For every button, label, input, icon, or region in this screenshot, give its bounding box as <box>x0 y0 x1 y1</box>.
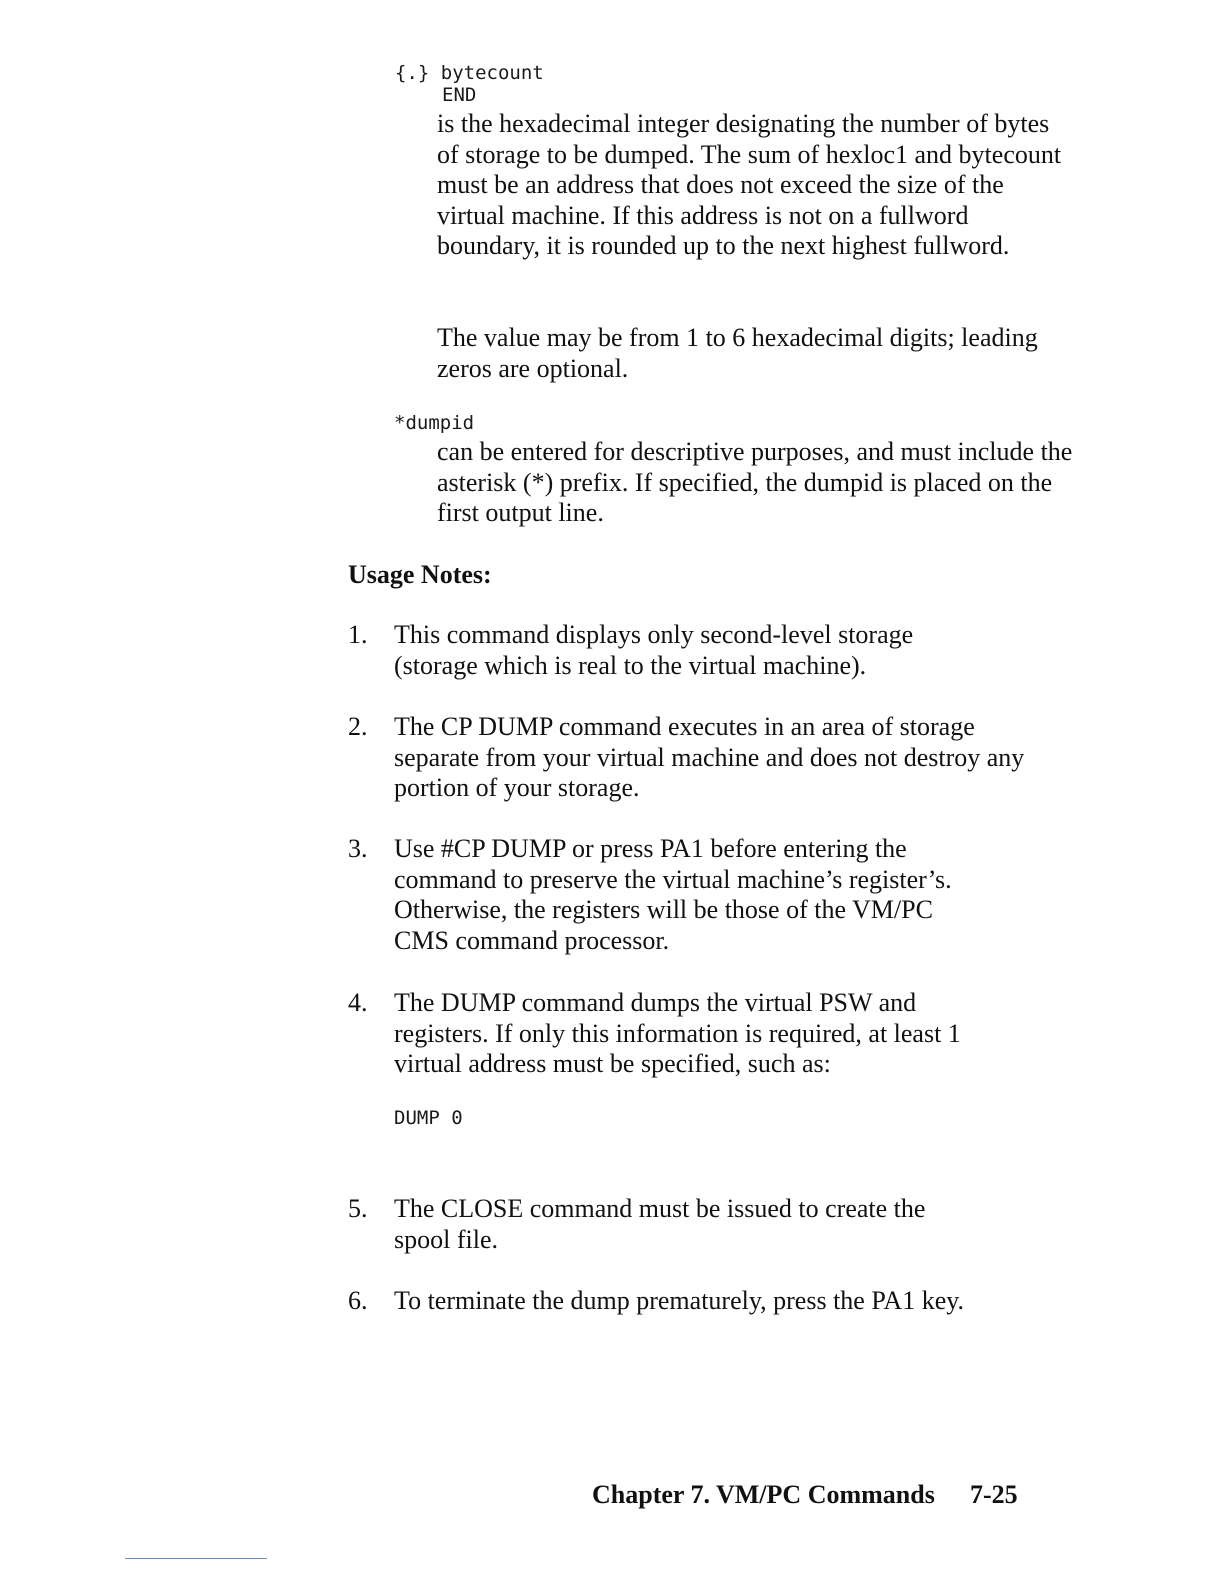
usage-note-4 <box>348 988 1068 1080</box>
usage-note-number: 4. <box>348 988 368 1017</box>
bottom-rule <box>125 1558 267 1559</box>
usage-note-number: 1. <box>348 620 368 649</box>
usage-note-6 <box>348 1286 1068 1317</box>
usage-note-3 <box>348 834 1068 956</box>
footer-chapter: Chapter 7. VM/PC Commands <box>592 1480 935 1509</box>
dumpid-syntax: *dumpid <box>394 412 475 434</box>
usage-note-number: 6. <box>348 1286 368 1315</box>
usage-note-text: The CP DUMP command executes in an area of storage separate from your virtual machine and does not destroy any portion of your storage. <box>394 712 1025 803</box>
usage-note-text: Use #CP DUMP or press PA1 before entering the command to preserve the virtual machine’s register’s. Otherwise, the registers will be those of the VM/PC CMS command processor. <box>394 834 952 955</box>
usage-note-number: 5. <box>348 1194 368 1223</box>
bytecount-description: is the hexadecimal integer designating the number of bytes of storage to be dumped. The sum of hexloc1 and bytecount must be an address that does not exceed the size of the virtual machine. If this address is not on a fullword boundary, it is rounded up to the next highest fullword. <box>437 109 1062 261</box>
usage-note-text: To terminate the dump prematurely, press the PA1 key. <box>394 1286 965 1315</box>
usage-note-text: The CLOSE command must be issued to create the spool file. <box>394 1194 926 1254</box>
bytecount-syntax-line: {.} bytecount <box>395 62 544 84</box>
bytecount-syntax-alt: END <box>442 84 477 106</box>
bytecount-value-description: The value may be from 1 to 6 hexadecimal digits; leading zeros are optional. <box>437 323 1038 383</box>
usage-note-number: 2. <box>348 712 368 741</box>
usage-note-text: This command displays only second-level storage (storage which is real to the virtual machine). <box>394 620 914 680</box>
usage-note-5 <box>348 1194 1068 1255</box>
dumpid-description: can be entered for descriptive purposes, and must include the asterisk (*) prefix. If specified, the dumpid is placed on the first output line. <box>437 437 1073 528</box>
usage-note-1 <box>348 620 1068 681</box>
usage-note-text: The DUMP command dumps the virtual PSW and registers. If only this information is required, at least 1 virtual address must be specified, such as: <box>394 988 961 1079</box>
usage-note-number: 3. <box>348 834 368 863</box>
usage-notes-heading: Usage Notes: <box>348 560 492 589</box>
footer-page-number: 7-25 <box>970 1480 1018 1509</box>
dump-example: DUMP 0 <box>394 1107 463 1129</box>
bytecount-syntax <box>395 62 544 106</box>
usage-note-2 <box>348 712 1068 804</box>
